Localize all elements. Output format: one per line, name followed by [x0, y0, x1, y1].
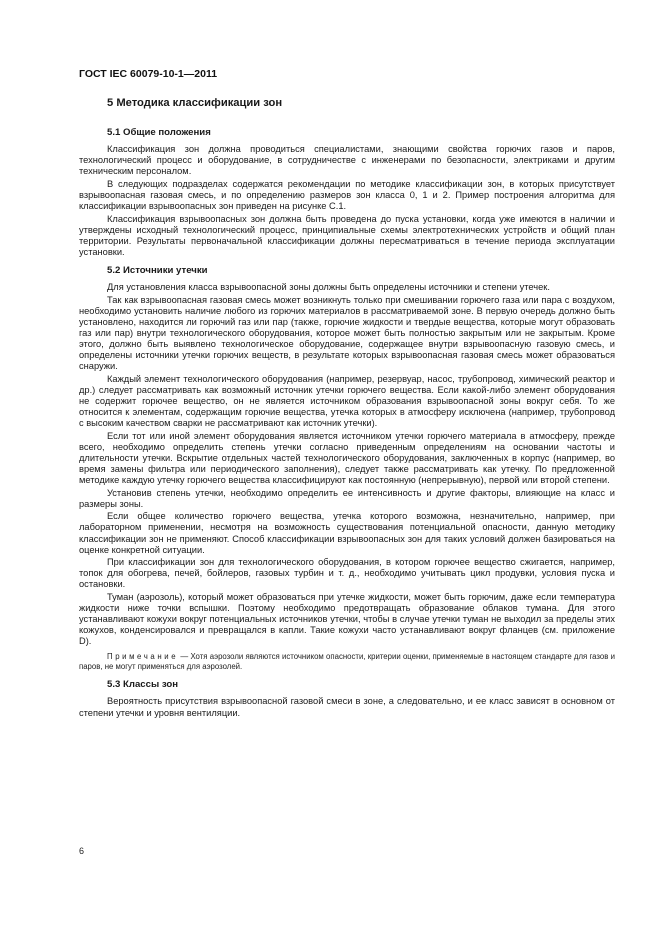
subsection-5-2 — [79, 265, 615, 673]
paragraph: При классификации зон для технологического оборудования, в котором горючее вещество сжигается, например, топок для обогрева, печей, бойлеров, газовых турбин и т. д., необходимо учитывать цикл продувки, условия пуска и остановки. — [79, 557, 615, 590]
standard-header: ГОСТ IEC 60079-10-1—2011 — [79, 68, 218, 80]
section-title: 5 Методика классификации зон — [107, 97, 283, 109]
paragraph: В следующих подразделах содержатся рекомендации по методике классификации зон, в которых присутствует взрывоопасная газовая смесь, и по определению размеров зон класса 0, 1 и 2. Пример построения алгоритма для классификации взрывоопасных зон приведен на рисунке С.1. — [79, 178, 615, 211]
subsection-title: 5.1 Общие положения — [107, 127, 211, 138]
subsection-5-1 — [79, 127, 615, 258]
subsection-title: 5.3 Классы зон — [107, 679, 179, 691]
page-content — [79, 96, 615, 726]
paragraph: Туман (аэрозоль), который может образоваться при утечке жидкости, может быть горючим, даже если температура жидкости ниже точки вспышки. Поэтому необходимо предотвращать образование облаков тумана. Для этого устанавливают кожухи вокруг потенциальных источников утечки, чтобы в случае утечки туман не выходил за пределы этих кожухов, конденсировался и превращался в капли. Такие кожухи часто устанавливают вокруг фланцев (см. приложение D). — [79, 591, 615, 647]
paragraph: Классификация зон должна проводиться специалистами, знающими свойства горючих газов и паров, технологический процесс и оборудование, в сотрудничестве с инженерами по безопасности, электриками и другим техническим персоналом. — [79, 144, 615, 177]
subsection-5-3 — [79, 679, 615, 718]
note-label: Примечание — [107, 652, 179, 662]
paragraph: Так как взрывоопасная газовая смесь может возникнуть только при смешивании горючего газа или пара с воздухом, необходимо установить наличие любого из горючих материалов в рассматриваемой зоне. В первую очередь должно быть установлено, находится ли горючий газ или пар (также, горючие жидкости и твердые вещества, которые могут образовать газ или пар) внутри технологического оборудования, которое может быть полностью закрытым или не закрытым. Кроме этого, должно быть выявлено технологическое оборудование, содержащее внутри взрывоопасную газовую смесь, и определены источники утечки горючих веществ, в результате которых взрывоопасная газовая смесь может образоваться снаружи. — [79, 294, 615, 372]
page-number: 6 — [79, 846, 85, 856]
note — [79, 652, 615, 672]
paragraph: Классификация взрывоопасных зон должна быть проведена до пуска установки, когда уже имеются в наличии и утверждены исходный технологический процесс, принципиальные схемы электротехнических устройств и общий план территории. Результаты первоначальной классификации должны пересматриваться в течение периода эксплуатации установки. — [79, 213, 615, 257]
paragraph: Установив степень утечки, необходимо определить ее интенсивность и другие факторы, влияющие на класс и размеры зоны. — [79, 487, 615, 509]
paragraph: Вероятность присутствия взрывоопасной газовой смеси в зоне, а следовательно, и ее класс зависят в основном от степени утечки и уровня вентиляции. — [79, 696, 615, 718]
paragraph: Если тот или иной элемент оборудования является источником утечки горючего материала в атмосферу, прежде всего, необходимо определить степень утечки согласно приведенным определениям на основании частоты и длительности утечки. Вскрытие отдельных частей технологического оборудования, заключенных в корпус (например, во время замены фильтра или периодического заполнения), следует также рассматривать как утечку. По предложенной методике каждую утечку горючего вещества классифицируют как постоянную (непрерывную), первой или второй степени. — [79, 430, 615, 486]
subsection-title: 5.2 Источники утечки — [107, 264, 208, 276]
paragraph: Если общее количество горючего вещества, утечка которого возможна, незначительно, например, при лабораторном применении, несмотря на возможность существования потенциальной опасности, данную методику классификации зон не применяют. Способ классификации взрывоопасных зон для таких условий должен базироваться на оценке конкретной ситуации. — [79, 511, 615, 555]
paragraph: Для установления класса взрывоопасной зоны должны быть определены источники и степени утечек. — [107, 281, 550, 292]
paragraph: Каждый элемент технологического оборудования (например, резервуар, насос, трубопровод, химический реактор и др.) следует рассматривать как возможный источник утечки горючего вещества. Если какой-либо элемент оборудования не содержит горючее вещество, он не является источником образования взрывоопасной зоны вокруг себя. То же относится к элементам, содержащим горючие вещества, утечка которых в атмосферу исключена (например, трубопровод с высоким качеством сварки не рассматривают как источник утечки). — [79, 373, 615, 429]
note-text: — Хотя аэрозоли являются источником опасности, критерии оценки, применяемые в настоящем стандарте для газов и паров, не могут применяться для аэрозолей. — [79, 652, 615, 672]
